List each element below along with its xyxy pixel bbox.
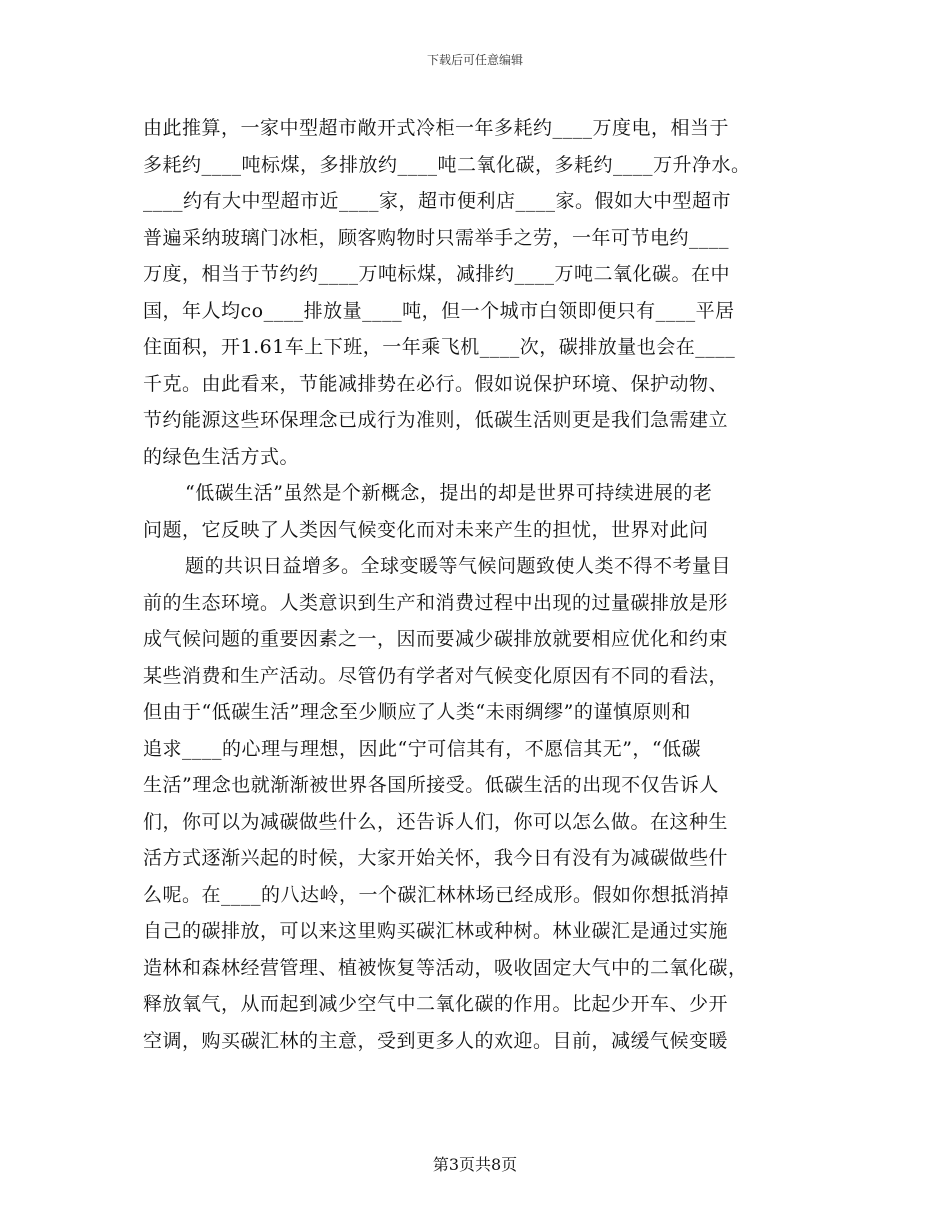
text-line: 问题，它反映了人类因气候变化而对未来产生的担忧，世界对此问 <box>143 518 709 541</box>
text-line: 节约能源这些环保理念已成行为准则，低碳生活则更是我们急需建立 <box>143 409 729 431</box>
text-line: 的绿色生活方式。 <box>143 445 300 468</box>
text-line: 空调，购买碳汇林的主意，受到更多人的欢迎。目前，减缓气候变暖 <box>143 1029 729 1052</box>
text-line: 多耗约____吨标煤，多排放约____吨二氧化碳，多耗约____万升净水。 <box>143 153 751 176</box>
text-line: 生活”理念也就渐渐被世界各国所接受。低碳生活的出现不仅告诉人 <box>143 774 719 796</box>
text-line: ____约有大中型超市近____家，超市便利店____家。假如大中型超市 <box>143 190 732 212</box>
text-line-indented: “低碳生活”虽然是个新概念，提出的却是世界可持续进展的老 <box>185 482 713 504</box>
text-line: 们，你可以为减碳做些什么，还告诉人们，你可以怎么做。在这种生 <box>143 810 729 833</box>
page-header: 下载后可任意编辑 <box>426 53 523 67</box>
body-text <box>143 110 823 1059</box>
text-line: 但由于“低碳生活”理念至少顺应了人类“未雨绸缪”的谨慎原则和 <box>143 701 691 723</box>
text-line: 住面积，开1.61车上下班，一年乘飞机____次，碳排放量也会在____ <box>143 336 736 358</box>
text-line: 由此推算，一家中型超市敞开式冷柜一年多耗约____万度电，相当于 <box>143 117 730 139</box>
text-line-indented: 题的共识日益增多。全球变暖等气候问题致使人类不得不考量目 <box>185 555 732 577</box>
text-line: 释放氧气，从而起到减少空气中二氧化碳的作用。比起少开车、少开 <box>143 993 729 1015</box>
text-line: 普遍采纳玻璃门冰柜，顾客购物时只需举手之劳，一年可节电约____ <box>143 226 730 249</box>
text-line: 么呢。在____的八达岭，一个碳汇林林场已经成形。假如你想抵消掉 <box>143 883 730 906</box>
text-line: 成气候问题的重要因素之一，因而要减少碳排放就要相应优化和约束 <box>143 628 729 650</box>
text-line: 前的生态环境。人类意识到生产和消费过程中出现的过量碳排放是形 <box>143 591 729 614</box>
text-line: 追求____的心理与理想，因此“宁可信其有，不愿信其无”，“低碳 <box>143 737 702 760</box>
text-line: 活方式逐渐兴起的时候，大家开始关怀，我今日有没有为减碳做些什 <box>143 847 729 869</box>
text-line: 千克。由此看来，节能减排势在必行。假如说保护环境、保护动物、 <box>143 372 729 395</box>
text-line: 造林和森林经营管理、植被恢复等活动，吸收固定大气中的二氧化碳， <box>143 956 748 979</box>
text-line: 万度，相当于节约约____万吨标煤，减排约____万吨二氧化碳。在中 <box>143 263 731 285</box>
text-line: 自己的碳排放，可以来这里购买碳汇林或种树。林业碳汇是通过实施 <box>143 920 729 942</box>
text-line: 某些消费和生产活动。尽管仍有学者对气候变化原因有不同的看法， <box>143 664 729 687</box>
text-line: 国，年人均co____排放量____吨，但一个城市白领即便只有____平居 <box>143 299 735 322</box>
page-footer: 第3页共8页 <box>432 1155 518 1174</box>
